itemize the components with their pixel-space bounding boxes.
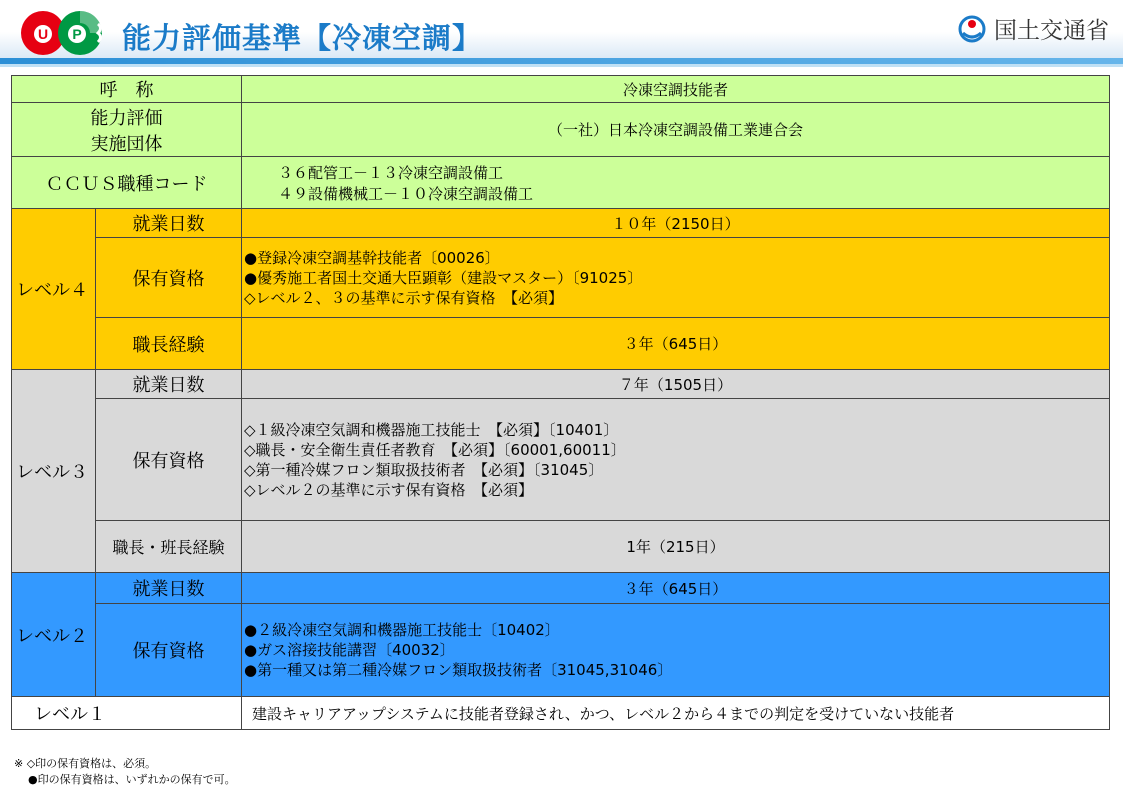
qualification-item: ●２級冷凍空気調和機器施工技能士〔10402〕 (244, 621, 560, 639)
name-value: 冷凍空調技能者 (242, 76, 1110, 103)
level1-label: レベル１ (12, 697, 242, 730)
logo-letter-u: U (37, 26, 49, 42)
org-label-line: 能力評価 (90, 107, 163, 129)
footnote (14, 756, 236, 788)
ccus-value: ３６配管工－１３冷凍空調設備工 (278, 163, 504, 182)
level3-days-value: ７年（1505日） (242, 370, 1110, 399)
qualification-item: ●登録冷凍空調基幹技能者〔00026〕 (244, 248, 500, 267)
table-row (12, 318, 1110, 370)
table-row (12, 573, 1110, 604)
level2-label: レベル２ (12, 573, 96, 697)
org-value: （一社）日本冷凍空調設備工業連合会 (242, 103, 1110, 157)
up-logo-icon (20, 10, 106, 56)
table-row (12, 209, 1110, 238)
qualification-item: ◇職長・安全衛生責任者教育 【必須】〔60001,60011〕 (244, 440, 626, 459)
footnote-line: ※ ◇印の保有資格は、必須。 (14, 757, 157, 770)
level4-exp-value: ３年（645日） (242, 318, 1110, 370)
header (0, 0, 1123, 72)
qualification-item: ◇レベル２、３の基準に示す保有資格 【必須】 (244, 288, 564, 307)
table-row (12, 399, 1110, 521)
qualification-item: ◇第一種冷媒フロン類取扱技術者 【必須】〔31045〕 (244, 460, 604, 479)
page-title: 能力評価基準【冷凍空調】 (122, 21, 483, 55)
level3-exp-label: 職長・班長経験 (96, 521, 242, 573)
ccus-values (242, 157, 1110, 209)
name-label: 呼 称 (12, 76, 242, 103)
level3-days-label: 就業日数 (96, 370, 242, 399)
level3-quals (242, 399, 1110, 521)
table-row (12, 157, 1110, 209)
qualification-item: ◇レベル２の基準に示す保有資格 【必須】 (244, 480, 534, 499)
footnote-line: ●印の保有資格は、いずれかの保有で可。 (28, 773, 236, 786)
table-row (12, 521, 1110, 573)
level4-quals (242, 238, 1110, 318)
qualification-item: ●ガス溶接技能講習〔40032〕 (244, 641, 455, 659)
evaluation-table (11, 75, 1110, 730)
level2-qual-label: 保有資格 (96, 604, 242, 697)
level4-days-label: 就業日数 (96, 209, 242, 238)
mlit-emblem-icon (958, 15, 986, 43)
qualification-item: ●第一種又は第二種冷媒フロン類取扱技術者〔31045,31046〕 (244, 661, 673, 679)
org-label-line: 実施団体 (90, 133, 163, 155)
qualification-item: ◇１級冷凍空気調和機器施工技能士 【必須】〔10401〕 (244, 420, 619, 439)
level1-value: 建設キャリアアップシステムに技能者登録され、かつ、レベル２から４までの判定を受けていない技能者 (242, 697, 1110, 730)
level2-days-label: 就業日数 (96, 573, 242, 604)
qualification-item: ●優秀施工者国土交通大臣顕彰（建設マスター）〔91025〕 (244, 268, 643, 287)
level2-days-value: ３年（645日） (242, 573, 1110, 604)
table-row (12, 76, 1110, 103)
logo-letter-p: P (72, 26, 82, 42)
level2-quals (242, 604, 1110, 697)
table-row (12, 238, 1110, 318)
level4-exp-label: 職長経験 (96, 318, 242, 370)
table-row (12, 697, 1110, 730)
org-label (12, 103, 242, 157)
level4-qual-label: 保有資格 (96, 238, 242, 318)
level4-days-value: １０年（2150日） (242, 209, 1110, 238)
ministry-logo (958, 12, 1109, 45)
level3-exp-value: 1年（215日） (242, 521, 1110, 573)
level3-label: レベル３ (12, 370, 96, 573)
table-row (12, 370, 1110, 399)
header-divider-light (0, 64, 1123, 67)
ccus-value: ４９設備機械工－１０冷凍空調設備工 (278, 184, 534, 203)
level3-qual-label: 保有資格 (96, 399, 242, 521)
ccus-label: ＣＣＵＳ職種コード (12, 157, 242, 209)
table-row (12, 103, 1110, 157)
level4-label: レベル４ (12, 209, 96, 370)
ministry-name: 国土交通省 (994, 18, 1109, 44)
table-row (12, 604, 1110, 697)
